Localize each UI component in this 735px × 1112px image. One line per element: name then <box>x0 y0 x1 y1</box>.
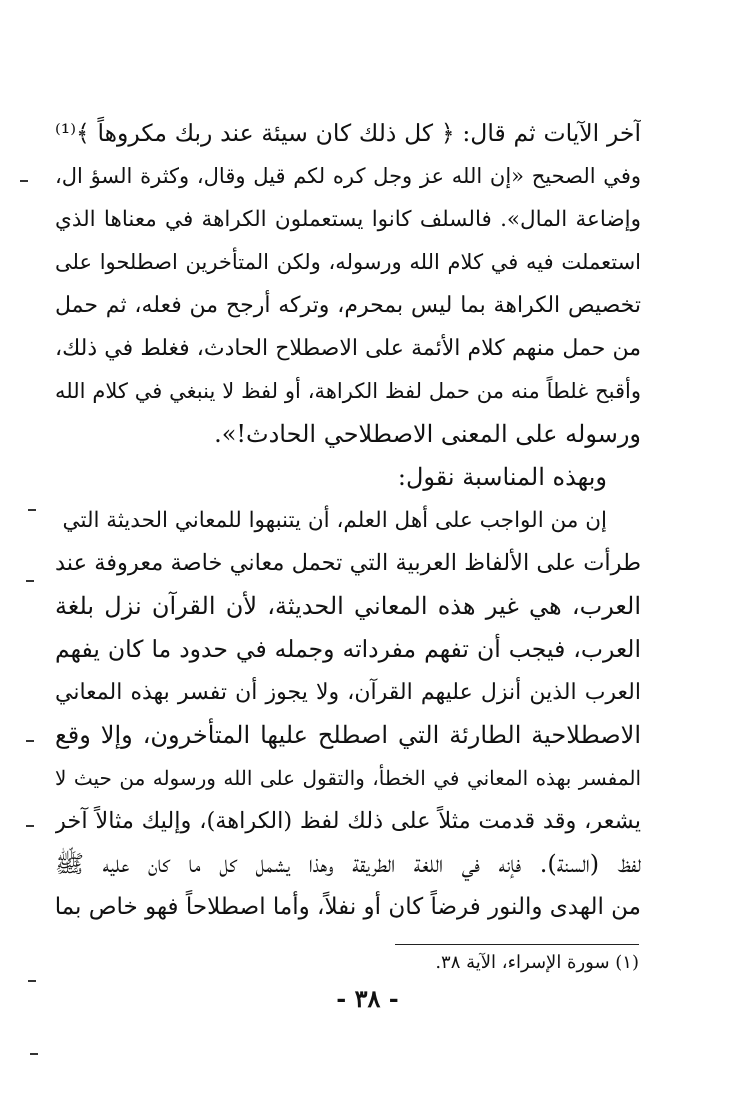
margin-mark <box>28 980 36 982</box>
text-line: العرب الذين أنزل عليهم القرآن، ولا يجوز أن تفسر بهذه المعاني <box>55 680 641 705</box>
text-line: وأقبح غلطاً منه من حمل لفظ الكراهة، أو لفظ لا ينبغي في كلام الله <box>55 379 641 403</box>
margin-mark <box>26 580 34 582</box>
margin-mark <box>30 1053 38 1055</box>
text-line: المفسر بهذه المعاني في الخطأ، والتقول على الله ورسوله من حيث لا <box>55 766 641 790</box>
text-line: من حمل منهم كلام الأئمة على الاصطلاح الحادث، فغلط في ذلك، <box>55 336 641 361</box>
margin-mark <box>28 509 36 511</box>
margin-mark <box>26 825 34 827</box>
text-line: استعملت فيه في كلام الله ورسوله، ولكن المتأخرين اصطلحوا على <box>55 250 641 274</box>
text-line: الاصطلاحية الطارئة التي اصطلح عليها المتأخرون، وإلا وقع <box>55 721 641 749</box>
text-line: وبهذه المناسبة نقول: <box>397 463 607 491</box>
text-line: ورسوله على المعنى الاصطلاحي الحادث!». <box>214 420 641 448</box>
text-line: تخصيص الكراهة بما ليس بمحرم، وتركه أرجح من فعله، ثم حمل <box>55 293 641 318</box>
text-line: يشعر، وقد قدمت مثلاً على ذلك لفظ (الكراهة)، وإليك مثالاً آخر <box>55 808 641 834</box>
page-number: - ٣٨ - <box>336 984 399 1013</box>
margin-mark <box>20 180 28 182</box>
footnote: (١) سورة الإسراء، الآية ٣٨. <box>435 952 639 973</box>
text-line: طرأت على الألفاظ العربية التي تحمل معاني خاصة معروفة عند <box>55 550 641 576</box>
margin-mark <box>26 740 34 742</box>
footnote-divider <box>395 944 639 945</box>
text-line: وفي الصحيح «إن الله عز وجل كره لكم قيل وقال، وكثرة السؤ ال، <box>55 164 641 188</box>
text-line: إن من الواجب على أهل العلم، أن يتنبهوا للمعاني الحديثة التي <box>62 508 607 533</box>
body-text <box>55 112 641 929</box>
text-line: العرب، فيجب أن تفهم مفرداته وجمله في حدود ما كان يفهم <box>55 635 641 663</box>
text-line: وإضاعة المال». فالسلف كانوا يستعملون الكراهة في معناها الذي <box>55 207 641 232</box>
text-line: آخر الآيات ثم قال: ﴿ كل ذلك كان سيئة عند ربك مكروهاً ﴾⁽¹⁾ <box>55 119 641 147</box>
text-line: من الهدى والنور فرضاً كان أو نفلاً، وأما اصطلاحاً فهو خاص بما <box>55 894 641 920</box>
text-line: لفظ (السنة). فإنه في اللغة الطريقة وهذا يشمل كل ما كان عليه ﷺ <box>55 850 641 878</box>
text-line: العرب، هي غير هذه المعاني الحديثة، لأن القرآن نزل بلغة <box>55 592 641 620</box>
